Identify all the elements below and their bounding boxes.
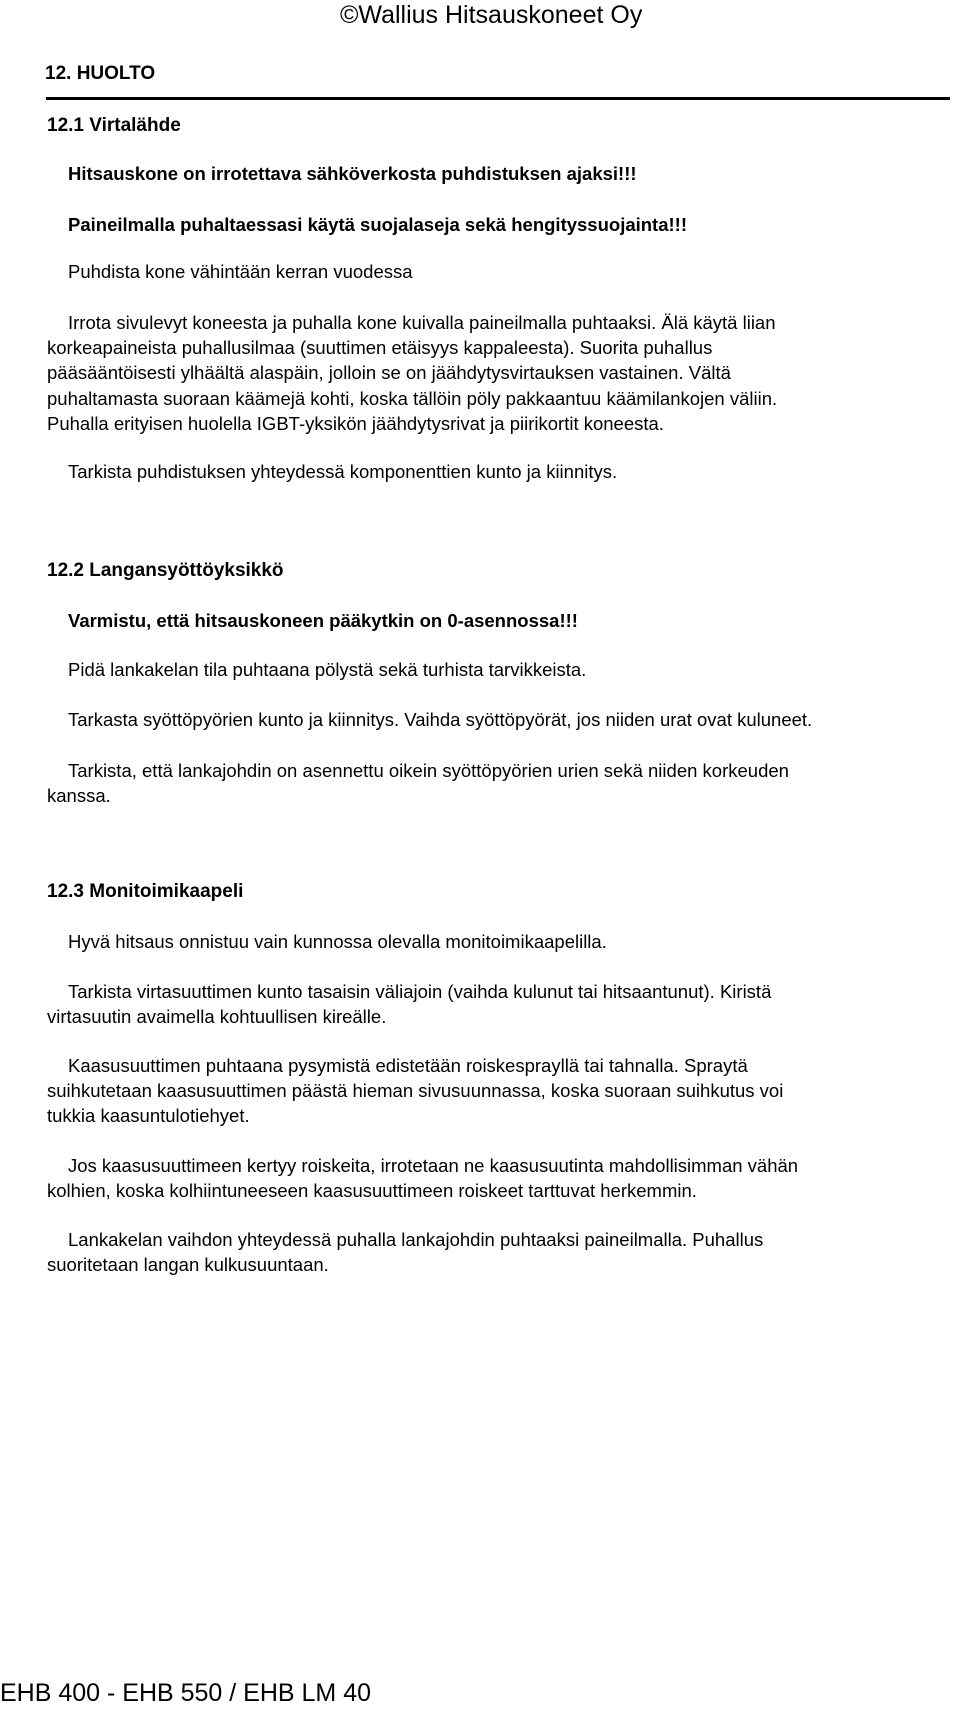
text-line: Puhalla erityisen huolella IGBT-yksikön jäähdytysrivat ja piirikortit koneesta.: [47, 413, 664, 434]
text-line: kolhien, koska kolhiintuneeseen kaasusuuttimeen roiskeet tarttuvat herkemmin.: [47, 1180, 697, 1201]
text-line: Tarkista virtasuuttimen kunto tasaisin väliajoin (vaihda kulunut tai hitsaantunut). Kiristä: [68, 981, 772, 1002]
warning-disconnect: Hitsauskone on irrotettava sähköverkosta puhdistuksen ajaksi!!!: [68, 163, 637, 184]
paragraph-feed-rollers: Tarkasta syöttöpyörien kunto ja kiinnitys. Vaihda syöttöpyörät, jos niiden urat ovat kuluneet.: [68, 709, 813, 730]
text-line: Tarkista, että lankajohdin on asennettu oikein syöttöpyörien urien sekä niiden korkeuden: [68, 760, 789, 781]
text-line: suoritetaan langan kulkusuuntaan.: [47, 1254, 329, 1275]
text-line: Lankakelan vaihdon yhteydessä puhalla lankajohdin puhtaaksi paineilmalla. Puhallus: [68, 1229, 764, 1250]
text-line: virtasuutin avaimella kohtuullisen kireälle.: [47, 1006, 387, 1027]
text-line: Irrota sivulevyt koneesta ja puhalla kone kuivalla paineilmalla puhtaaksi. Älä käytä liian: [68, 312, 776, 333]
model-footer: EHB 400 - EHB 550 / EHB LM 40: [0, 1679, 372, 1707]
text-line: tukkia kaasuntulotiehyet.: [47, 1105, 250, 1126]
text-line: pääsääntöisesti ylhäältä alaspäin, jolloin se on jäähdytysvirtauksen vastainen. Vältä: [47, 362, 731, 383]
paragraph-good-cable: Hyvä hitsaus onnistuu vain kunnossa olevalla monitoimikaapelilla.: [68, 931, 607, 952]
paragraph-yearly-clean: Puhdista kone vähintään kerran vuodessa: [68, 261, 413, 282]
text-line: korkeapaineista puhallusilmaa (suuttimen etäisyys kappaleesta). Suorita puhallus: [47, 337, 713, 358]
header-divider: [46, 97, 950, 100]
heading-12-1: 12.1 Virtalähde: [47, 115, 181, 136]
heading-12-3: 12.3 Monitoimikaapeli: [47, 881, 244, 902]
warning-main-switch: Varmistu, että hitsauskoneen pääkytkin on 0-asennossa!!!: [68, 610, 578, 631]
section-title: 12. HUOLTO: [45, 63, 156, 84]
text-line: Kaasusuuttimen puhtaana pysymistä edistetään roiskesprayllä tai tahnalla. Spraytä: [68, 1055, 748, 1076]
text-line: kanssa.: [47, 785, 111, 806]
text-line: suihkutetaan kaasusuuttimen päästä hieman sivusuunnassa, koska suoraan suihkutus voi: [47, 1080, 784, 1101]
paragraph-check-components: Tarkista puhdistuksen yhteydessä komponenttien kunto ja kiinnitys.: [68, 461, 618, 482]
heading-12-2: 12.2 Langansyöttöyksikkö: [47, 560, 284, 581]
paragraph-spool-clean: Pidä lankakelan tila puhtaana pölystä sekä turhista tarvikkeista.: [68, 659, 587, 680]
text-line: puhaltamasta suoraan käämejä kohti, koska tällöin pöly pakkaantuu käämilankojen väliin.: [47, 388, 778, 409]
text-line: Jos kaasusuuttimeen kertyy roiskeita, irrotetaan ne kaasusuutinta mahdollisimman vähän: [68, 1155, 799, 1176]
copyright-header: ©Wallius Hitsauskoneet Oy: [340, 1, 643, 29]
warning-protection: Paineilmalla puhaltaessasi käytä suojalaseja sekä hengityssuojainta!!!: [68, 214, 687, 235]
